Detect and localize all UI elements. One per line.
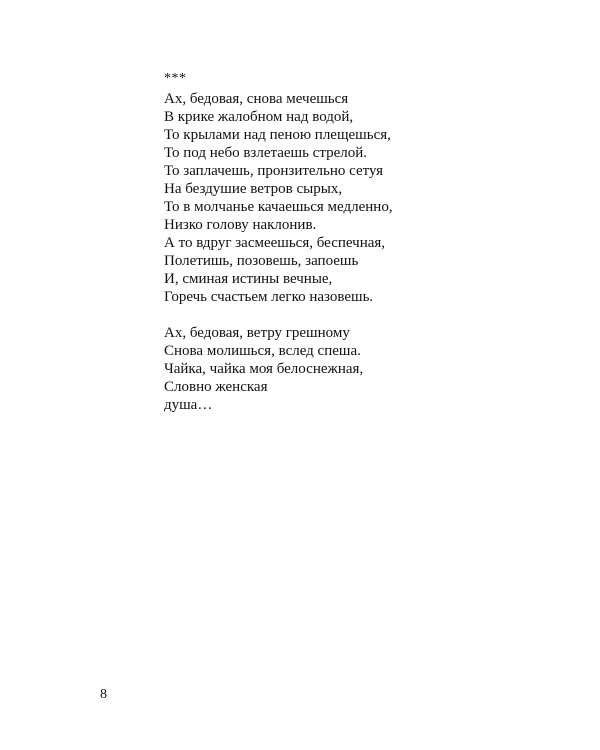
- poem-line: Полетишь, позовешь, запоешь: [164, 253, 359, 269]
- poem-line: Словно женская: [164, 379, 268, 395]
- poem-line: А то вдруг засмеешься, беспечная,: [164, 235, 386, 251]
- poem-line: На бездушие ветров сырых,: [164, 181, 343, 197]
- poem-line: Снова молишься, вслед спеша.: [164, 343, 361, 359]
- poem: [164, 70, 494, 414]
- poem-line: Горечь счастьем легко назовешь.: [164, 289, 374, 305]
- poem-line: Ах, бедовая, снова мечешься: [164, 91, 349, 107]
- poem-line: То заплачешь, пронзительно сетуя: [164, 163, 384, 179]
- poem-line: То крылами над пеною плещешься,: [164, 127, 391, 143]
- poem-line: Чайка, чайка моя белоснежная,: [164, 361, 364, 377]
- poem-line: Ах, бедовая, ветру грешному: [164, 325, 350, 341]
- stanza-2: [164, 324, 494, 414]
- poem-line: То под небо взлетаешь стрелой.: [164, 145, 367, 161]
- poem-line: Низко голову наклонив.: [164, 217, 317, 233]
- poem-line: И, сминая истины вечные,: [164, 271, 333, 287]
- stanza-1: [164, 90, 494, 306]
- poem-line: То в молчанье качаешься медленно,: [164, 199, 393, 215]
- page-number: 8: [100, 687, 107, 702]
- poem-line: душа…: [164, 397, 213, 413]
- poem-line: В крике жалобном над водой,: [164, 109, 354, 125]
- section-separator: ***: [164, 71, 187, 86]
